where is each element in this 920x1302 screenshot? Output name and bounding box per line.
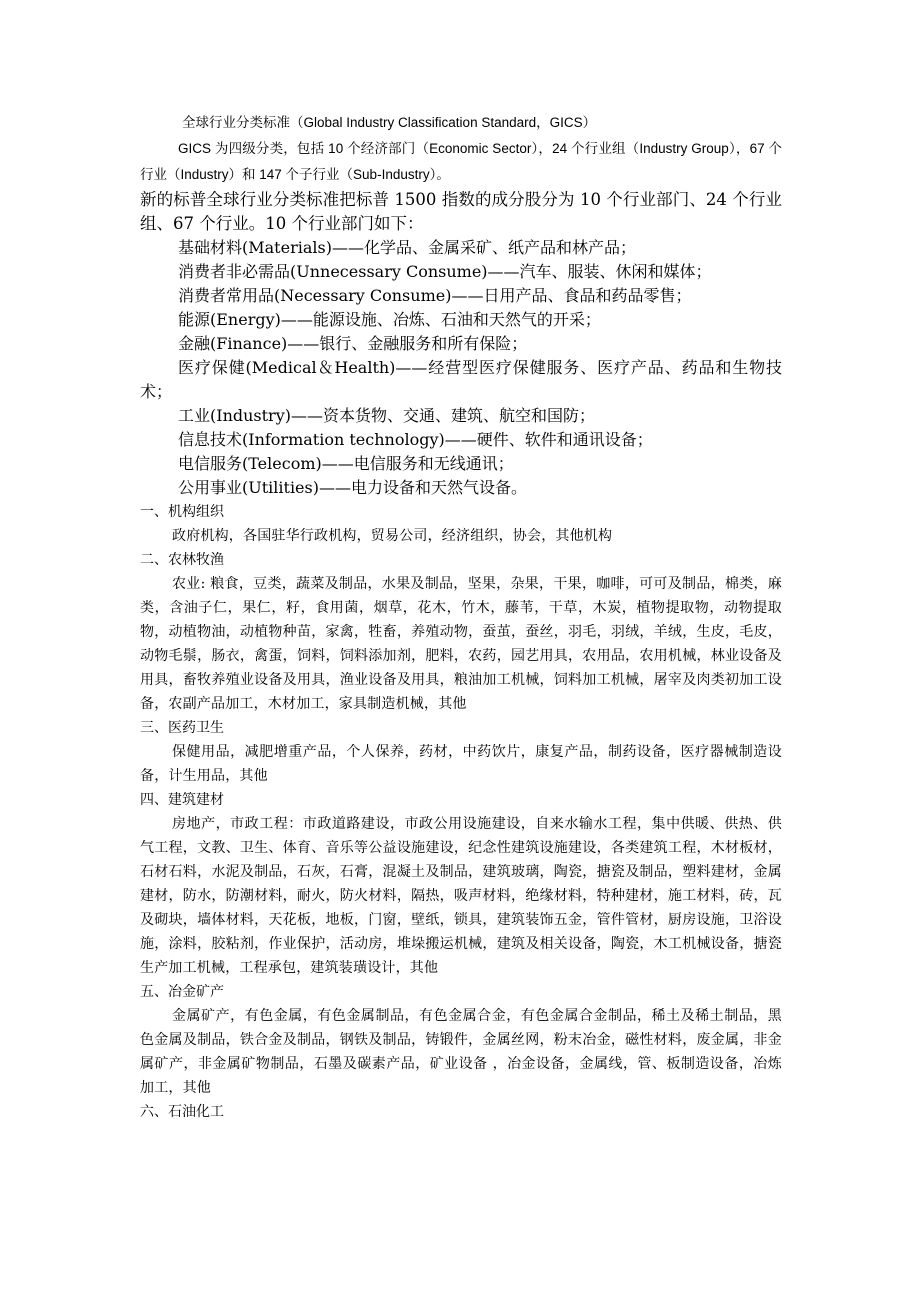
category-section (140, 500, 782, 548)
section-body: 农业: 粮食，豆类，蔬菜及制品，水果及制品，坚果，杂果，干果，咖啡，可可及制品，棉类，麻类，含油子仁，果仁，籽，食用菌，烟草，花木，竹木，藤苇，干草，木炭，植物提取物，动物提取物，动植物油，动植物种苗，家禽，牲畜，养殖动物，蚕茧，蚕丝，羽毛，羽绒，羊绒，生皮，毛皮，动物毛鬃，肠衣，禽蛋，饲料，饲料添加剂，肥料，农药，园艺用具，农用品，农用机械，林业设备及用具，畜牧养殖业设备及用具，渔业设备及用具，粮油加工机械，饲料加工机械，屠宰及肉类初加工设备，农副产品加工，木材加工，家具制造机械，其他 (140, 576, 782, 712)
category-section (140, 788, 782, 980)
sector-item: 电信服务(Telecom)——电信服务和无线通讯； (178, 454, 514, 473)
category-section (140, 1100, 782, 1124)
category-section (140, 716, 782, 788)
section-heading: 三、医药卫生 (140, 720, 224, 736)
section-heading: 六、石油化工 (140, 1104, 224, 1120)
sector-item: 工业(Industry)——资本货物、交通、建筑、航空和国防； (178, 406, 595, 425)
gics-title-line: 全球行业分类标准（Global Industry Classification Standard，GICS） (182, 115, 597, 130)
sector-item: 公用事业(Utilities)——电力设备和天然气设备。 (178, 478, 527, 497)
section-body: 保健用品，减肥增重产品，个人保养，药材，中药饮片，康复产品，制药设备，医疗器械制造设备，计生用品，其他 (140, 744, 782, 784)
sector-item: 基础材料(Materials)——化学品、金属采矿、纸产品和林产品； (178, 238, 636, 257)
category-section (140, 548, 782, 716)
sector-item: 消费者常用品(Necessary Consume)——日用产品、食品和药品零售； (178, 286, 692, 305)
sector-item: 医疗保健(Medical＆Health)——经营型医疗保健服务、医疗产品、药品和生物技术； (140, 358, 782, 401)
section-heading: 四、建筑建材 (140, 792, 224, 808)
section-heading: 一、机构组织 (140, 504, 224, 520)
section-body: 金属矿产，有色金属，有色金属制品，有色金属合金，有色金属合金制品，稀土及稀土制品，黑色金属及制品，铁合金及制品，钢铁及制品，铸锻件，金属丝网，粉末冶金，磁性材料，废金属，非金属矿产，非金属矿物制品，石墨及碳素产品，矿业设备 ，冶金设备，金属线，管、板制造设备，冶炼加工，其他 (140, 1008, 782, 1096)
gics-description: GICS 为四级分类，包括 10 个经济部门（Economic Sector），24 个行业组（Industry Group），67 个行业（Industry）和 147 个子行业（Sub-Industry）。 (140, 141, 782, 182)
section-heading: 二、农林牧渔 (140, 552, 224, 568)
sector-item: 能源(Energy)——能源设施、冶炼、石油和天然气的开采； (178, 310, 601, 329)
section-heading: 五、冶金矿产 (140, 984, 224, 1000)
sector-item: 信息技术(Information technology)——硬件、软件和通讯设备； (178, 430, 653, 449)
sp-intro-paragraph: 新的标普全球行业分类标准把标普 1500 指数的成分股分为 10 个行业部门、24 个行业组、67 个行业。10 个行业部门如下： (140, 190, 782, 233)
sector-item: 消费者非必需品(Unnecessary Consume)——汽车、服装、休闲和媒体； (178, 262, 712, 281)
category-section (140, 980, 782, 1100)
sector-list (140, 236, 782, 500)
document-content (140, 110, 782, 1124)
sector-item: 金融(Finance)——银行、金融服务和所有保险； (178, 334, 528, 353)
section-body: 房地产，市政工程：市政道路建设，市政公用设施建设，自来水输水工程，集中供暖、供热、供气工程，文教、卫生、体育、音乐等公益设施建设，纪念性建筑设施建设，各类建筑工程，木材板材，石材石料，水泥及制品，石灰，石膏，混凝土及制品，建筑玻璃，陶瓷，搪瓷及制品，塑料建材，金属建材，防水，防潮材料，耐火，防火材料，隔热，吸声材料，绝缘材料，特种建材，施工材料，砖，瓦及砌块，墙体材料，天花板，地板，门窗，壁纸，锁具，建筑装饰五金，管件管材，厨房设施，卫浴设施，涂料，胶粘剂，作业保护，活动房，堆垛搬运机械，建筑及相关设备，陶瓷，木工机械设备，搪瓷生产加工机械，工程承包，建筑装璜设计，其他 (140, 816, 782, 976)
section-body: 政府机构，各国驻华行政机构，贸易公司，经济组织，协会，其他机构 (172, 528, 613, 544)
